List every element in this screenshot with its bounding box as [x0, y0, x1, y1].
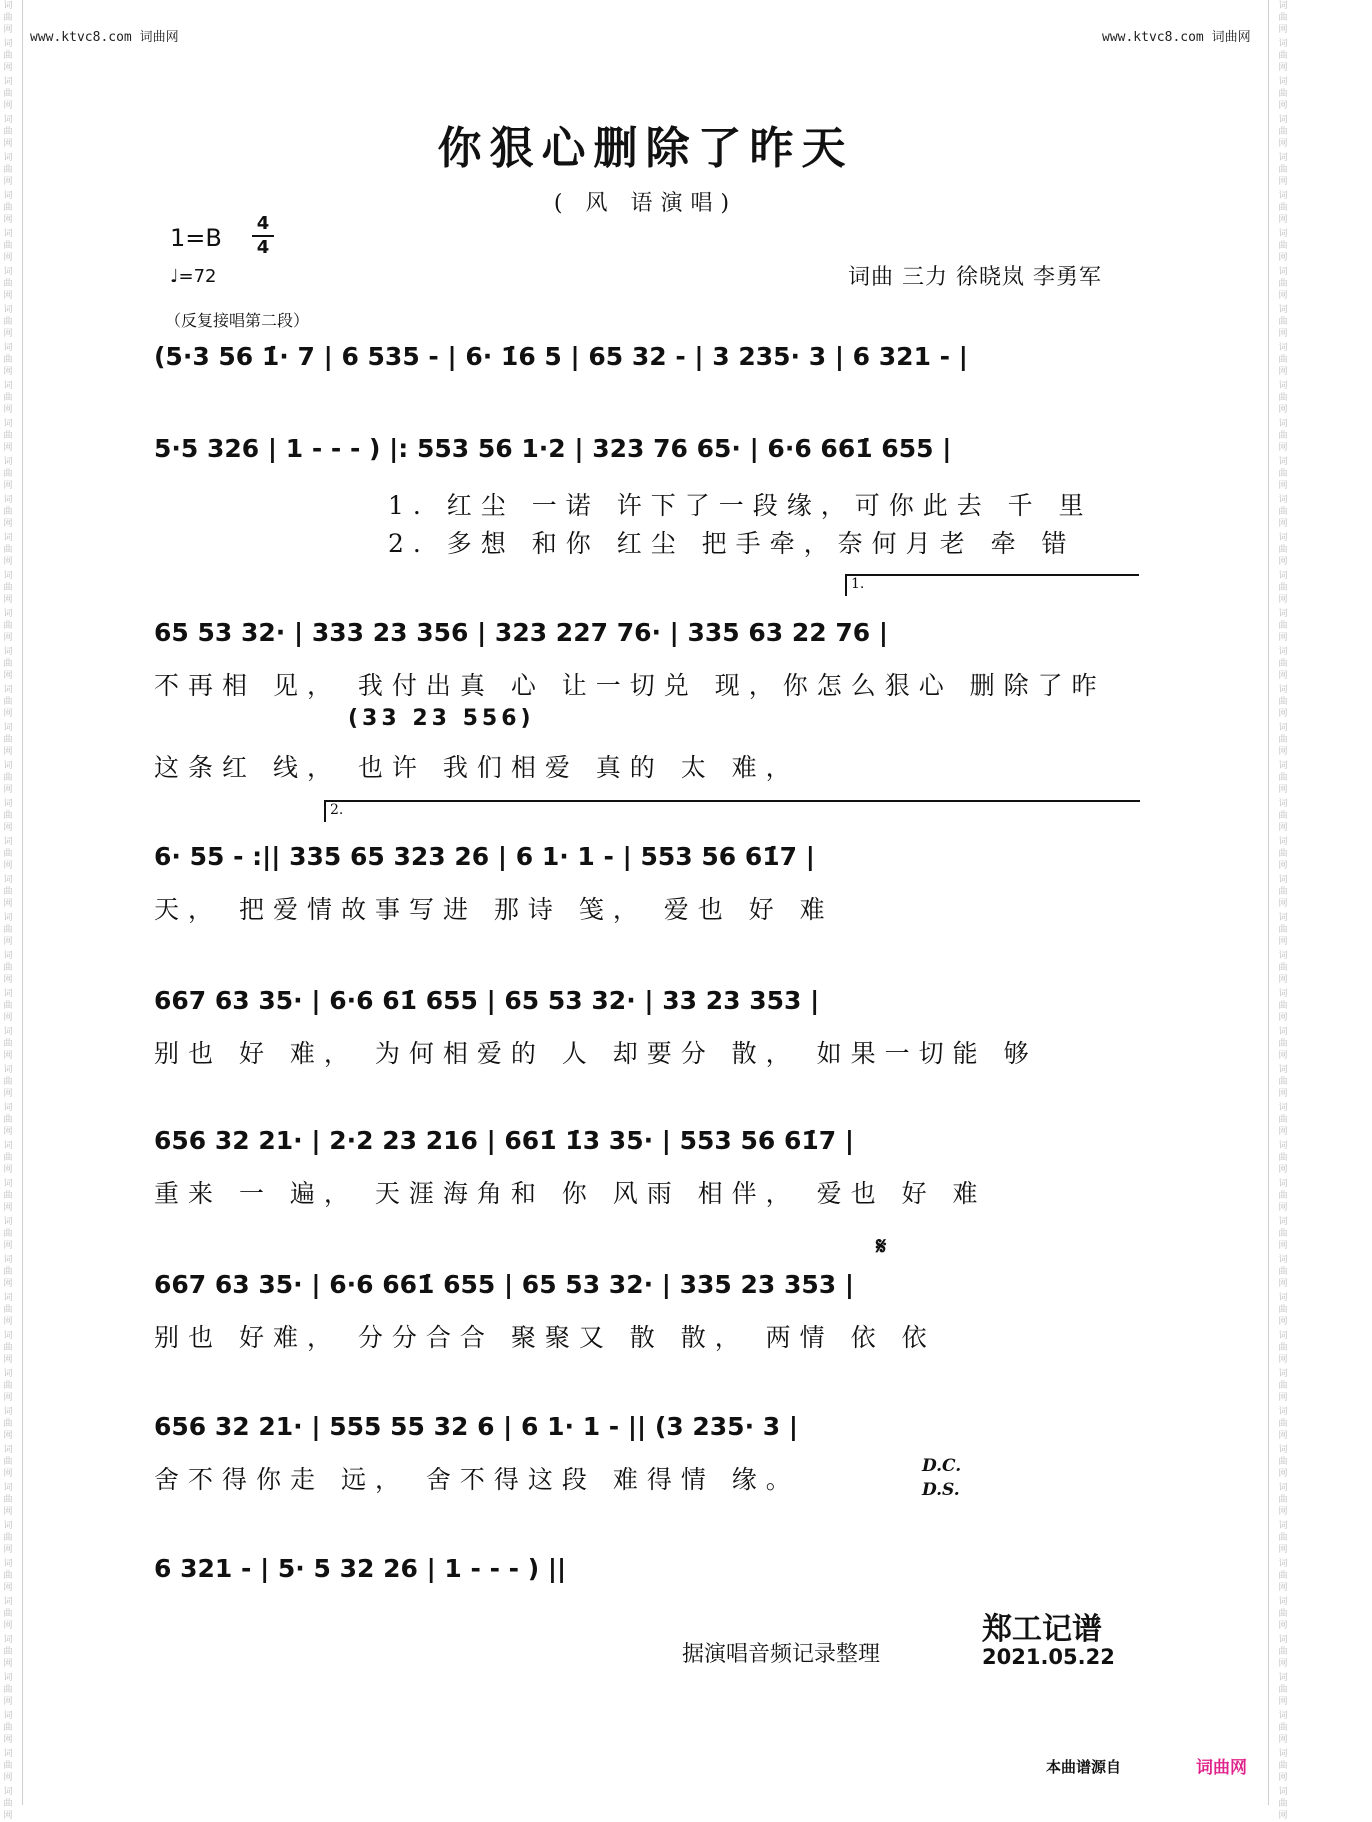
side-watermark-text: 词 曲 网: [1278, 495, 1288, 529]
lyric-line-1-verse-1: 1. 红尘 一诺 许下了一段缘，可你此去 千 里: [388, 491, 1093, 520]
lyric-line-5: 重来 一 遍， 天涯海角和 你 风雨 相伴， 爱也 好 难: [154, 1179, 987, 1208]
side-watermark-text: 词 曲 网: [3, 1255, 13, 1289]
dc-ds-marks: [922, 1454, 961, 1502]
side-watermark-text: 词 曲 网: [3, 1787, 13, 1821]
side-watermark-text: 词 曲 网: [1278, 191, 1288, 225]
lyric-line-2-alt-notes: (33 23 556): [348, 706, 535, 731]
side-watermark-text: 词 曲 网: [3, 571, 13, 605]
lyric-line-6: 别也 好难， 分分合合 聚聚又 散 散， 两情 依 依: [154, 1323, 936, 1352]
lyric-line-2-verse-1: 不再相 见， 我付出真 心 让一切兑 现，你怎么狠心 删除了昨: [154, 671, 1106, 700]
side-border-left: [22, 0, 23, 1805]
side-watermark-text: 词 曲 网: [1278, 1711, 1288, 1745]
dc-mark: D.C.: [922, 1456, 962, 1476]
side-watermark-text: 词 曲 网: [3, 153, 13, 187]
side-watermark-text: 词 曲 网: [3, 837, 13, 871]
side-watermark-text: 词 曲 网: [3, 1597, 13, 1631]
site-url-left: www.ktvc8.com 词曲网: [30, 30, 179, 45]
side-watermark-text: 词 曲 网: [3, 913, 13, 947]
side-watermark-right: [1275, 0, 1291, 1821]
side-watermark-text: 词 曲 网: [1278, 533, 1288, 567]
ds-mark: D.S.: [922, 1480, 960, 1500]
side-watermark-text: 词 曲 网: [1278, 267, 1288, 301]
side-watermark-text: 词 曲 网: [3, 1065, 13, 1099]
side-watermark-text: 词 曲 网: [3, 1635, 13, 1669]
side-watermark-text: 词 曲 网: [1278, 153, 1288, 187]
lyric-line-4: 别也 好 难， 为何相爱的 人 却要分 散， 如果一切能 够: [154, 1039, 1038, 1068]
side-watermark-text: 词 曲 网: [1278, 951, 1288, 985]
side-watermark-text: 词 曲 网: [3, 39, 13, 73]
side-watermark-text: 词 曲 网: [3, 533, 13, 567]
lyric-line-7: 舍不得你走 远， 舍不得这段 难得情 缘。: [154, 1465, 800, 1494]
transcription-source: 据演唱音频记录整理: [682, 1642, 881, 1667]
side-watermark-text: 词 曲 网: [1278, 115, 1288, 149]
side-watermark-text: 词 曲 网: [3, 989, 13, 1023]
side-watermark-text: 词 曲 网: [3, 647, 13, 681]
side-watermark-text: 词 曲 网: [3, 343, 13, 377]
side-watermark-text: 词 曲 网: [1278, 419, 1288, 453]
side-watermark-text: 词 曲 网: [1278, 1065, 1288, 1099]
segno-mark: 𝄋: [876, 1232, 887, 1260]
site-url-right: www.ktvc8.com 词曲网: [1102, 30, 1251, 45]
side-watermark-text: 词 曲 网: [1278, 1559, 1288, 1593]
score-line-5: [154, 978, 1138, 1022]
score-line-8-notes: 656 32 21· | 555 55 32 6 | 6 1· 1 - || (3 235· 3 |: [154, 1411, 798, 1441]
side-watermark-text: 词 曲 网: [1278, 1787, 1288, 1821]
side-watermark-text: 词 曲 网: [3, 1407, 13, 1441]
side-watermark-text: 词 曲 网: [1278, 875, 1288, 909]
side-watermark-text: 词 曲 网: [3, 1293, 13, 1327]
side-watermark-text: 词 曲 网: [3, 1369, 13, 1403]
side-watermark-text: 词 曲 网: [3, 1027, 13, 1061]
side-watermark-text: 词 曲 网: [1278, 1521, 1288, 1555]
side-watermark-text: 词 曲 网: [1278, 305, 1288, 339]
side-watermark-text: 词 曲 网: [3, 495, 13, 529]
score-line-1: [154, 334, 1138, 378]
score-line-4-notes: 6· 55 - :|| 335 65 323 26 | 6 1· 1 - | 553 56 61̇7 |: [154, 841, 815, 871]
score-line-2-notes: 5·5 326 | 1 - - - ) |: 553 56 1·2 | 323 76 65· | 6·6 661̇ 655 |: [154, 433, 952, 463]
side-watermark-left: [0, 0, 16, 1821]
side-watermark-text: 词 曲 网: [3, 1217, 13, 1251]
score-line-4: [154, 834, 1138, 878]
side-watermark-text: 词 曲 网: [3, 1179, 13, 1213]
side-watermark-text: 词 曲 网: [3, 1141, 13, 1175]
side-watermark-text: 词 曲 网: [1278, 77, 1288, 111]
side-watermark-text: 词 曲 网: [3, 799, 13, 833]
repeat-note: （反复接唱第二段）: [165, 311, 310, 330]
side-watermark-text: 词 曲 网: [1278, 1331, 1288, 1365]
lyric-line-3: 天， 把爱情故事写进 那诗 笺， 爱也 好 难: [154, 895, 834, 924]
score-line-8: [154, 1404, 1138, 1448]
side-watermark-text: 词 曲 网: [1278, 1673, 1288, 1707]
side-watermark-text: 词 曲 网: [3, 381, 13, 415]
side-watermark-text: 词 曲 网: [3, 685, 13, 719]
side-watermark-text: 词 曲 网: [3, 457, 13, 491]
side-watermark-text: 词 曲 网: [1278, 1597, 1288, 1631]
time-signature-top: 4: [256, 213, 270, 234]
lyric-line-2-verse-2: 这条红 线， 也许 我们相爱 真的 太 难，: [154, 753, 800, 782]
side-watermark-text: 词 曲 网: [1278, 1369, 1288, 1403]
side-watermark-text: 词 曲 网: [1278, 989, 1288, 1023]
side-watermark-text: 词 曲 网: [3, 191, 13, 225]
side-watermark-text: 词 曲 网: [3, 267, 13, 301]
side-watermark-text: 词 曲 网: [1278, 647, 1288, 681]
side-watermark-text: 词 曲 网: [1278, 571, 1288, 605]
score-line-6: [154, 1118, 1138, 1162]
side-watermark-text: 词 曲 网: [1278, 1027, 1288, 1061]
transcriber-name: 郑工记谱: [982, 1612, 1102, 1647]
side-watermark-text: 词 曲 网: [3, 723, 13, 757]
time-signature: [252, 214, 274, 258]
side-watermark-text: 词 曲 网: [1278, 1293, 1288, 1327]
side-watermark-text: 词 曲 网: [3, 1331, 13, 1365]
score-line-5-notes: 667 63 35· | 6·6 61̇ 655 | 65 53 32· | 33 23 353 |: [154, 985, 820, 1015]
volta-1: 1.: [845, 574, 1139, 596]
song-title: 你狠心删除了昨天: [437, 123, 854, 174]
score-line-3-notes: 65 53 32· | 333 23 356 | 323 227 76· | 335 63 22 76 |: [154, 617, 889, 647]
side-watermark-text: 词 曲 网: [1278, 609, 1288, 643]
score-line-6-notes: 656 32 21· | 2·2 23 216 | 661̇ 1̇3 35· | 553 56 61̇7 |: [154, 1125, 855, 1155]
side-watermark-text: 词 曲 网: [3, 951, 13, 985]
side-watermark-text: 词 曲 网: [1278, 1217, 1288, 1251]
score-line-9: [154, 1546, 714, 1590]
side-watermark-text: 词 曲 网: [1278, 1, 1288, 35]
side-watermark-text: 词 曲 网: [1278, 1407, 1288, 1441]
side-watermark-text: 词 曲 网: [1278, 1179, 1288, 1213]
score-line-7-notes: 667 63 35· | 6·6 661̇ 655 | 65 53 32· | 335 23 353 |: [154, 1269, 855, 1299]
side-watermark-text: 词 曲 网: [1278, 685, 1288, 719]
score-line-2: [154, 426, 1138, 470]
side-watermark-text: 词 曲 网: [1278, 761, 1288, 795]
side-watermark-text: 词 曲 网: [3, 1711, 13, 1745]
side-watermark-text: 词 曲 网: [3, 1103, 13, 1137]
song-singer: ( 风 语演唱): [553, 191, 738, 216]
side-watermark-text: 词 曲 网: [1278, 913, 1288, 947]
side-watermark-text: 词 曲 网: [3, 1, 13, 35]
side-watermark-text: 词 曲 网: [3, 77, 13, 111]
side-watermark-text: 词 曲 网: [1278, 1749, 1288, 1783]
side-watermark-text: 词 曲 网: [1278, 723, 1288, 757]
side-watermark-text: 词 曲 网: [1278, 1445, 1288, 1479]
side-watermark-text: 词 曲 网: [1278, 1103, 1288, 1137]
score-line-7: [154, 1262, 1138, 1306]
footer-source-label: 本曲谱源自: [1046, 1758, 1122, 1776]
side-watermark-text: 词 曲 网: [1278, 1141, 1288, 1175]
side-watermark-text: 词 曲 网: [1278, 1255, 1288, 1289]
transcription-date: 2021.05.22: [982, 1645, 1115, 1669]
side-watermark-text: 词 曲 网: [3, 419, 13, 453]
side-watermark-text: 词 曲 网: [3, 1445, 13, 1479]
side-watermark-text: 词 曲 网: [1278, 1635, 1288, 1669]
side-watermark-text: 词 曲 网: [3, 875, 13, 909]
side-watermark-text: 词 曲 网: [1278, 381, 1288, 415]
side-watermark-text: 词 曲 网: [1278, 799, 1288, 833]
side-watermark-text: 词 曲 网: [3, 1673, 13, 1707]
side-border-right: [1268, 0, 1269, 1805]
lyric-line-1-verse-2: 2. 多想 和你 红尘 把手牵，奈何月老 牵 错: [388, 529, 1076, 558]
side-watermark-text: 词 曲 网: [1278, 343, 1288, 377]
side-watermark-text: 词 曲 网: [1278, 1483, 1288, 1517]
side-watermark-text: 词 曲 网: [3, 761, 13, 795]
side-watermark-text: 词 曲 网: [1278, 457, 1288, 491]
score-line-3: [154, 610, 1138, 654]
side-watermark-text: 词 曲 网: [3, 1559, 13, 1593]
score-line-1-notes: (5·3 56 1̇· 7 | 6 535 - | 6· 1̇6 5 | 65 32 - | 3 235· 3 | 6 321 - |: [154, 341, 968, 371]
key-signature: 1=B: [170, 224, 222, 252]
side-watermark-text: 词 曲 网: [3, 229, 13, 263]
side-watermark-text: 词 曲 网: [3, 1749, 13, 1783]
song-credits: 词曲 三力 徐晓岚 李勇军: [848, 265, 1102, 290]
side-watermark-text: 词 曲 网: [3, 115, 13, 149]
side-watermark-text: 词 曲 网: [3, 1521, 13, 1555]
tempo-marking: ♩=72: [170, 266, 217, 287]
side-watermark-text: 词 曲 网: [3, 305, 13, 339]
volta-2: 2.: [324, 800, 1140, 822]
side-watermark-text: 词 曲 网: [3, 1483, 13, 1517]
side-watermark-text: 词 曲 网: [1278, 229, 1288, 263]
time-signature-bottom: 4: [256, 237, 270, 258]
footer-brand-link[interactable]: 词曲网: [1196, 1758, 1247, 1778]
score-line-9-notes: 6 321 - | 5· 5 32 26 | 1 - - - ) ||: [154, 1553, 567, 1583]
side-watermark-text: 词 曲 网: [1278, 837, 1288, 871]
side-watermark-text: 词 曲 网: [1278, 39, 1288, 73]
side-watermark-text: 词 曲 网: [3, 609, 13, 643]
